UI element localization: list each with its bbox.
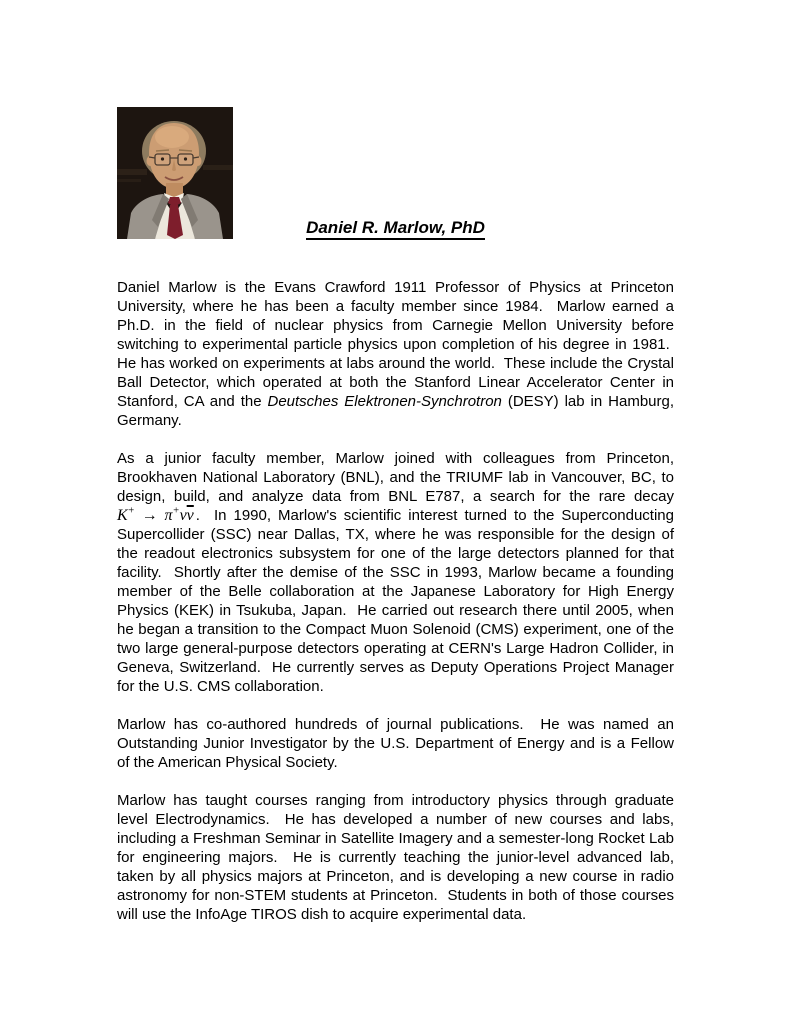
background-streak	[203, 165, 233, 170]
portrait-photo	[117, 107, 233, 239]
paragraph-text: As a junior faculty member, Marlow joined with colleagues from Princeton, Brookhaven National Laboratory (BNL), and the TRIUMF lab in Vancouver, BC, to design, build, and analyze data from BNL E787, a search for the rare decay	[117, 450, 674, 505]
paragraph-teaching	[117, 791, 674, 924]
decay-formula	[117, 507, 196, 524]
formula-kaon: K	[117, 507, 128, 524]
background-streak	[117, 169, 147, 175]
paragraph-career-intro	[117, 278, 674, 430]
left-eye	[161, 157, 164, 160]
formula-antineutrino: $\overline{\nu}$	[186, 507, 194, 524]
paragraph-text: (DESY) lab in Hamburg, Germany.	[117, 393, 675, 429]
formula-arrow: →	[134, 507, 165, 524]
formula-pion: π	[164, 507, 173, 524]
left-eyebrow	[156, 150, 169, 151]
biography-body	[117, 278, 674, 924]
formula-kaon-charge: +	[127, 505, 135, 517]
page-title-text: Daniel R. Marlow, PhD	[306, 218, 485, 240]
paragraph-awards	[117, 715, 674, 772]
right-eye	[184, 157, 187, 160]
paragraph-text: Marlow has co-authored hundreds of journal publications. He was named an Outstanding Junior Investigator by the U.S. Department of Energy and is a Fellow of the American Physical Society.	[117, 716, 674, 771]
paragraph-text: Marlow has taught courses ranging from introductory physics through graduate level Electrodynamics. He has developed a number of new courses and labs, including a Freshman Seminar in Satellite Imagery and a semester-long Rocket Lab for engineering majors. He is currently teaching the junior-level advanced lab, taken by all physics majors at Princeton, and is developing a new course in radio astronomy for non-STEM students at Princeton. Students in both of those courses will use the InfoAge TIROS dish to acquire experimental data.	[117, 792, 674, 923]
paragraph-text: . In 1990, Marlow's scientific interest turned to the Superconducting Supercollider (SSC) near Dallas, TX, where he was responsible for the design of the readout electronics subsystem for one of the large detectors planned for that facility. Shortly after the demise of the SSC in 1993, Marlow became a founding member of the Belle collaboration at the Japanese Laboratory for High Energy Physics (KEK) in Tsukuba, Japan. He carried out research there until 2005, when he began a transition to the Compact Muon Solenoid (CMS) experiment, one of the two large general-purpose detectors operating at CERN's Large Hadron Collider, in Geneva, Switzerland. He currently serves as Deputy Operations Project Manager for the U.S. CMS collaboration.	[117, 507, 674, 695]
portrait-illustration	[117, 107, 233, 239]
formula-neutrino: ν	[179, 507, 187, 524]
paragraph-research-history	[117, 449, 674, 696]
italic-lab-name: Deutsches Elektronen-Synchrotron	[267, 393, 502, 410]
paragraph-text: Daniel Marlow is the Evans Crawford 1911 Professor of Physics at Princeton University, where he has been a faculty member since 1984. Marlow earned a Ph.D. in the field of nuclear physics from Carnegie Mellon University before switching to experimental particle physics upon completion of his degree in 1981. He has worked on experiments at labs around the world. These include the Crystal Ball Detector, which operated at both the Stanford Linear Accelerator Center in Stanford, CA and the	[117, 279, 674, 410]
formula-pion-charge: +	[172, 505, 180, 517]
right-eyebrow	[179, 150, 192, 151]
background-streak	[117, 179, 141, 182]
forehead-highlight	[155, 126, 189, 148]
